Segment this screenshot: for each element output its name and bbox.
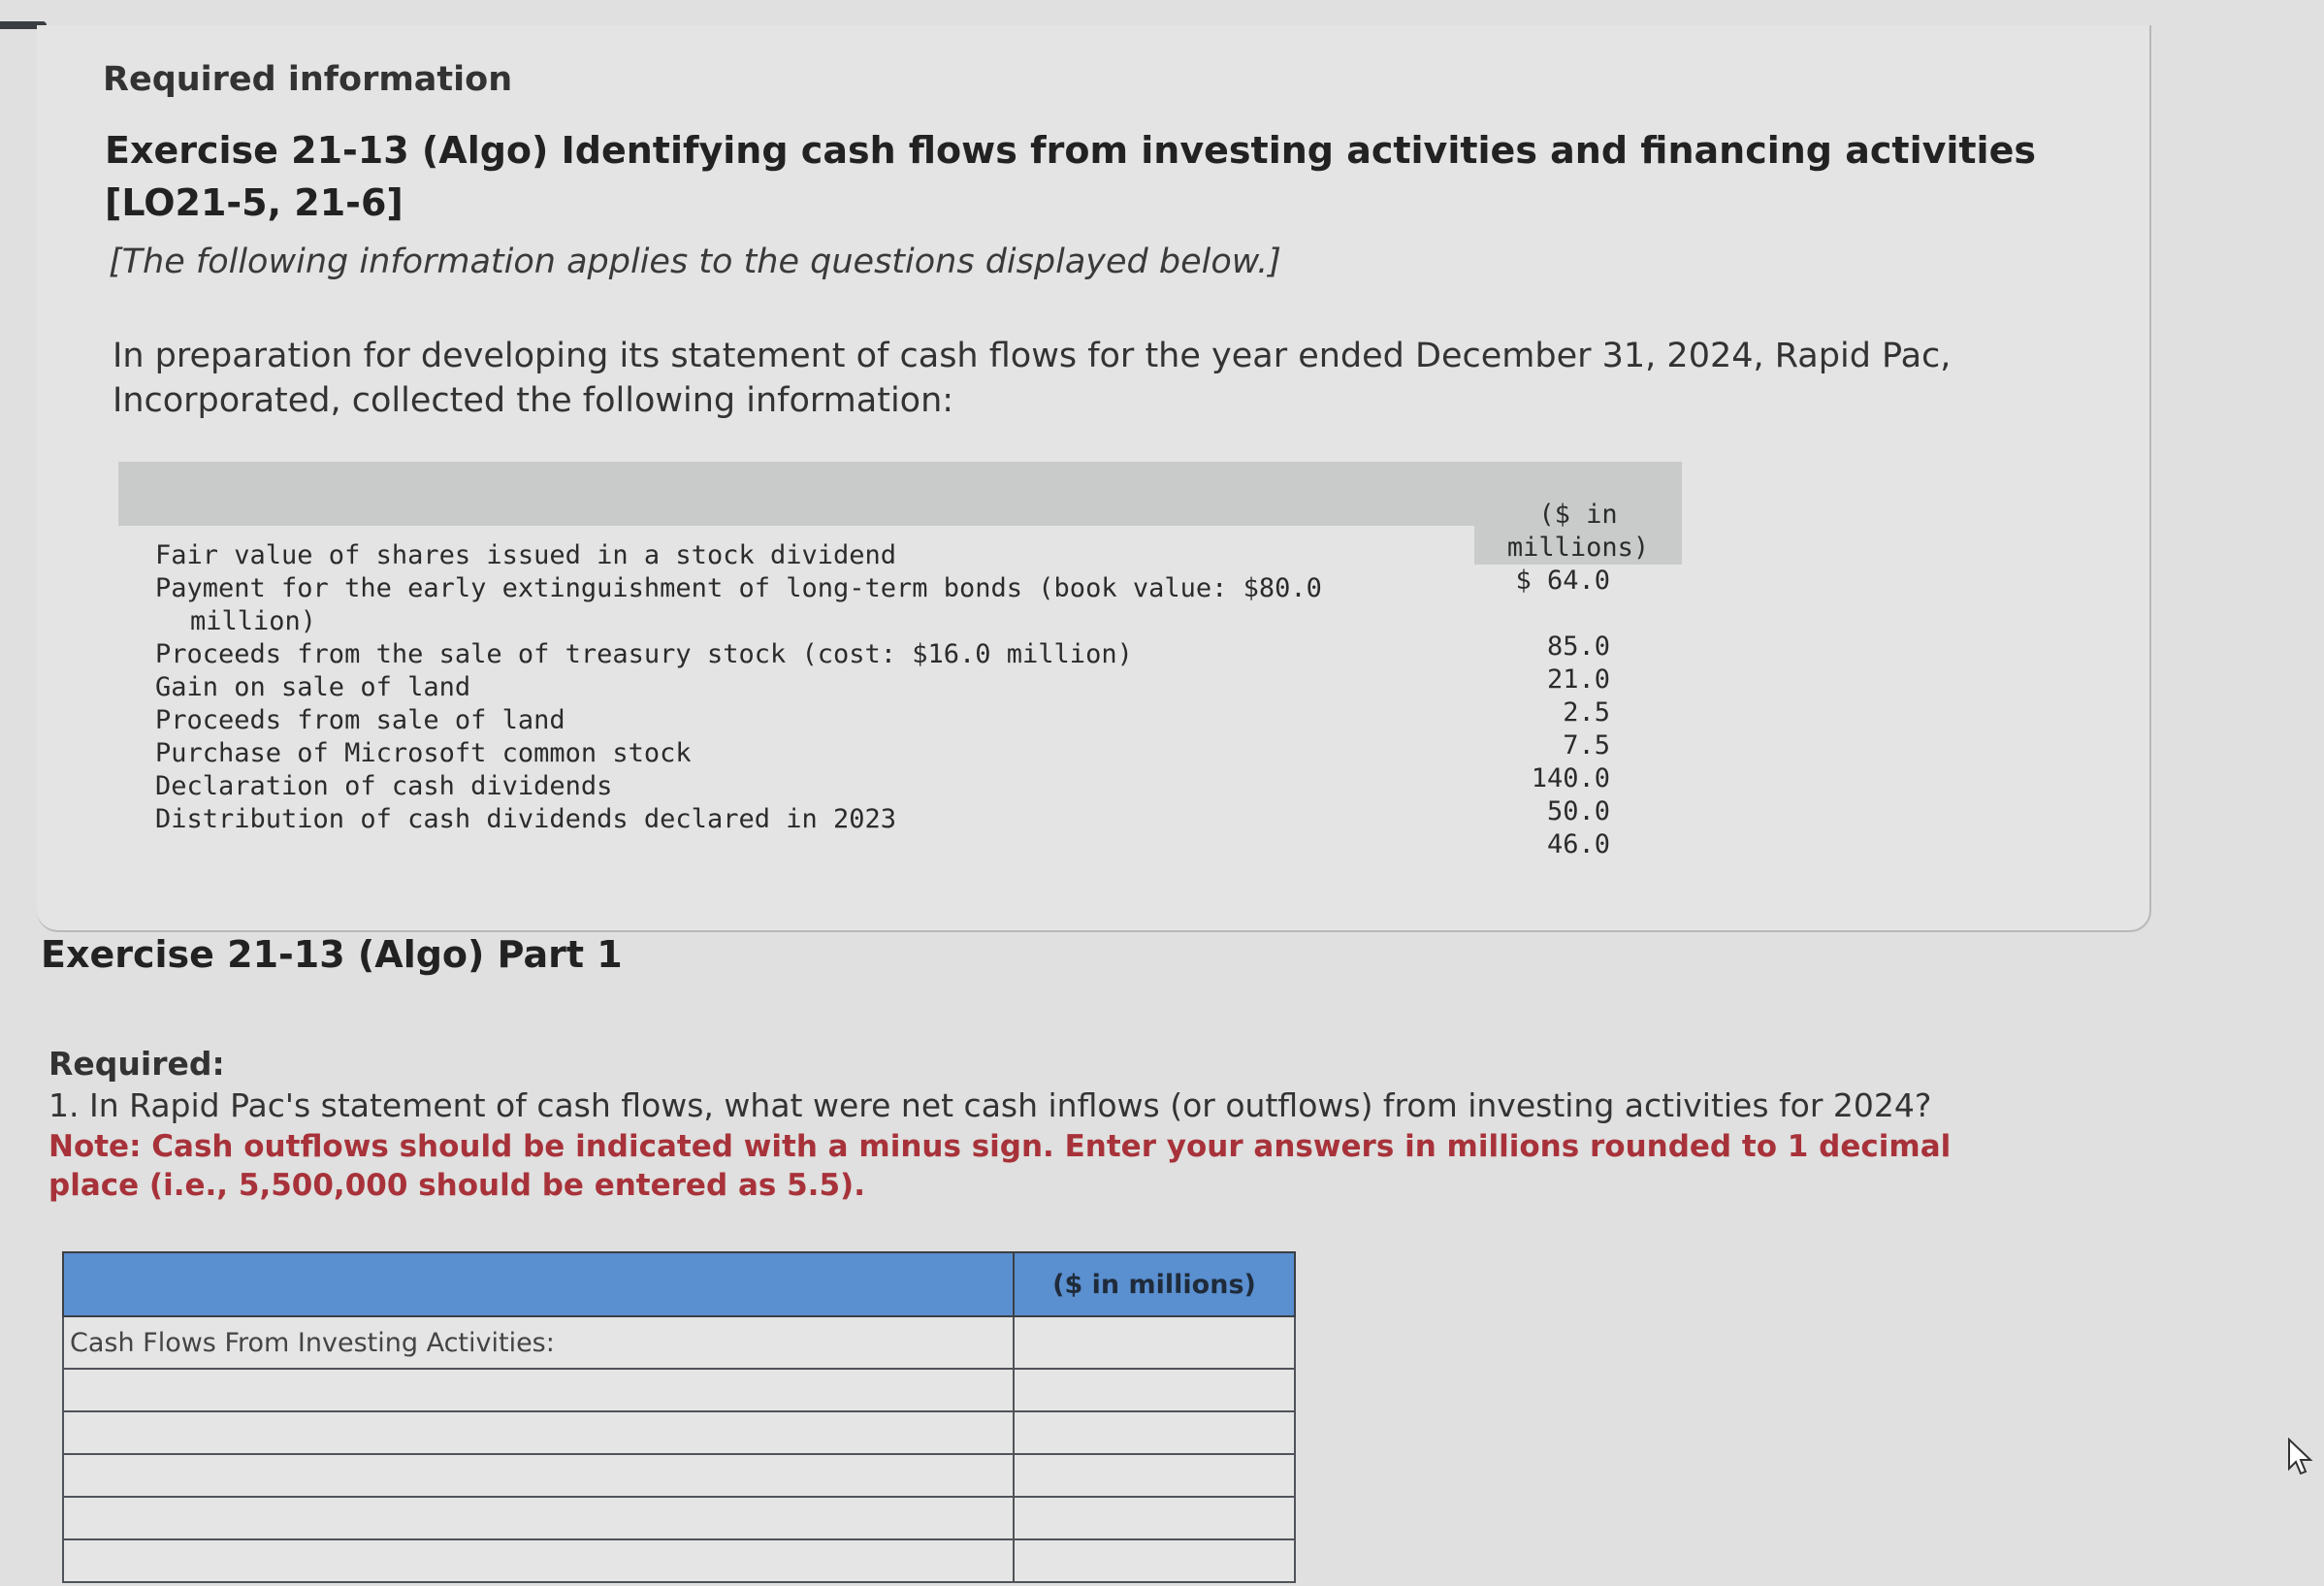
data-row-value: 2.5 bbox=[1563, 697, 1610, 728]
answer-value-input[interactable] bbox=[1020, 1457, 1288, 1494]
required-block bbox=[48, 1044, 2085, 1205]
answer-table-header bbox=[63, 1252, 1295, 1316]
answer-value-cell[interactable] bbox=[1014, 1454, 1295, 1497]
data-row-label: Declaration of cash dividends bbox=[155, 771, 613, 801]
mouse-pointer-icon bbox=[2285, 1438, 2316, 1476]
answer-value-cell[interactable] bbox=[1014, 1411, 1295, 1454]
data-row-label: Fair value of shares issued in a stock dividend bbox=[155, 540, 897, 570]
answer-row bbox=[63, 1369, 1295, 1411]
answer-value-cell[interactable] bbox=[1014, 1539, 1295, 1582]
answer-label-input[interactable] bbox=[70, 1542, 1007, 1579]
data-row-value: 7.5 bbox=[1563, 730, 1610, 761]
data-row-label-continuation: million) bbox=[190, 606, 317, 636]
data-row-value: 50.0 bbox=[1546, 796, 1610, 826]
answer-label-cell[interactable] bbox=[63, 1411, 1014, 1454]
data-row-label: Gain on sale of land bbox=[155, 672, 471, 702]
data-table-values bbox=[1474, 565, 1610, 861]
answer-section-row bbox=[63, 1316, 1295, 1369]
data-row-label: Purchase of Microsoft common stock bbox=[155, 738, 692, 768]
data-row-value: 140.0 bbox=[1531, 763, 1610, 793]
answer-label-cell[interactable] bbox=[63, 1369, 1014, 1411]
answer-row bbox=[63, 1454, 1295, 1497]
answer-row bbox=[63, 1497, 1295, 1539]
answer-value-cell[interactable] bbox=[1014, 1369, 1295, 1411]
answer-label-input[interactable] bbox=[70, 1457, 1007, 1494]
question-text: 1. In Rapid Pac's statement of cash flows, what were net cash inflows (or outflows) from investing activities for 2024? bbox=[48, 1086, 1932, 1124]
answer-value-input[interactable] bbox=[1020, 1372, 1288, 1408]
unit-header: ($ in millions) bbox=[1506, 500, 1650, 563]
section-value-cell bbox=[1014, 1316, 1295, 1369]
data-row-label-text: Payment for the early extinguishment of long-term bonds (book value: $80.0 bbox=[155, 573, 1322, 603]
data-table-header-bar bbox=[118, 462, 1682, 526]
answer-row bbox=[63, 1539, 1295, 1582]
answer-label-input[interactable] bbox=[70, 1414, 1007, 1451]
answer-value-header: ($ in millions) bbox=[1014, 1252, 1295, 1316]
data-table-labels bbox=[155, 539, 1416, 836]
part-title: Exercise 21-13 (Algo) Part 1 bbox=[41, 933, 623, 976]
data-row-value: 85.0 bbox=[1546, 631, 1610, 662]
answer-label-cell[interactable] bbox=[63, 1539, 1014, 1582]
answer-value-cell[interactable] bbox=[1014, 1497, 1295, 1539]
intro-text: In preparation for developing its statement of cash flows for the year ended December 31, 2024, Rapid Pac, Incorporated, collected the following information: bbox=[113, 337, 1952, 420]
answer-value-input[interactable] bbox=[1020, 1500, 1288, 1537]
data-row-value: $ 64.0 bbox=[1515, 566, 1610, 596]
answer-row bbox=[63, 1411, 1295, 1454]
data-row-label bbox=[155, 572, 1416, 638]
answer-label-cell[interactable] bbox=[63, 1454, 1014, 1497]
data-row-value: 21.0 bbox=[1546, 664, 1610, 695]
data-row-spacer bbox=[1474, 598, 1610, 631]
section-label: Cash Flows From Investing Activities: bbox=[63, 1316, 1014, 1369]
required-information-heading: Required information bbox=[103, 60, 513, 99]
answer-label-header bbox=[63, 1252, 1014, 1316]
exercise-title: Exercise 21-13 (Algo) Identifying cash flows from investing activities and financing activities [LO21-5, 21-6] bbox=[105, 129, 2036, 224]
data-row-label: Proceeds from sale of land bbox=[155, 705, 565, 735]
answer-label-input[interactable] bbox=[70, 1500, 1007, 1537]
answer-value-input[interactable] bbox=[1020, 1414, 1288, 1451]
answer-value-input[interactable] bbox=[1020, 1542, 1288, 1579]
data-row-label: Proceeds from the sale of treasury stock (cost: $16.0 million) bbox=[155, 639, 1133, 669]
answer-label-cell[interactable] bbox=[63, 1497, 1014, 1539]
data-row-value: 46.0 bbox=[1546, 829, 1610, 859]
required-label: Required: bbox=[48, 1045, 225, 1083]
applies-note: [The following information applies to the questions displayed below.] bbox=[109, 243, 1281, 281]
answer-note: Note: Cash outflows should be indicated with a minus sign. Enter your answers in millions rounded to 1 decimal place (i.e., 5,500,000 should be entered as 5.5). bbox=[48, 1129, 1952, 1203]
answer-label-input[interactable] bbox=[70, 1372, 1007, 1408]
answer-table bbox=[62, 1251, 1296, 1583]
data-row-label: Distribution of cash dividends declared in 2023 bbox=[155, 804, 897, 834]
